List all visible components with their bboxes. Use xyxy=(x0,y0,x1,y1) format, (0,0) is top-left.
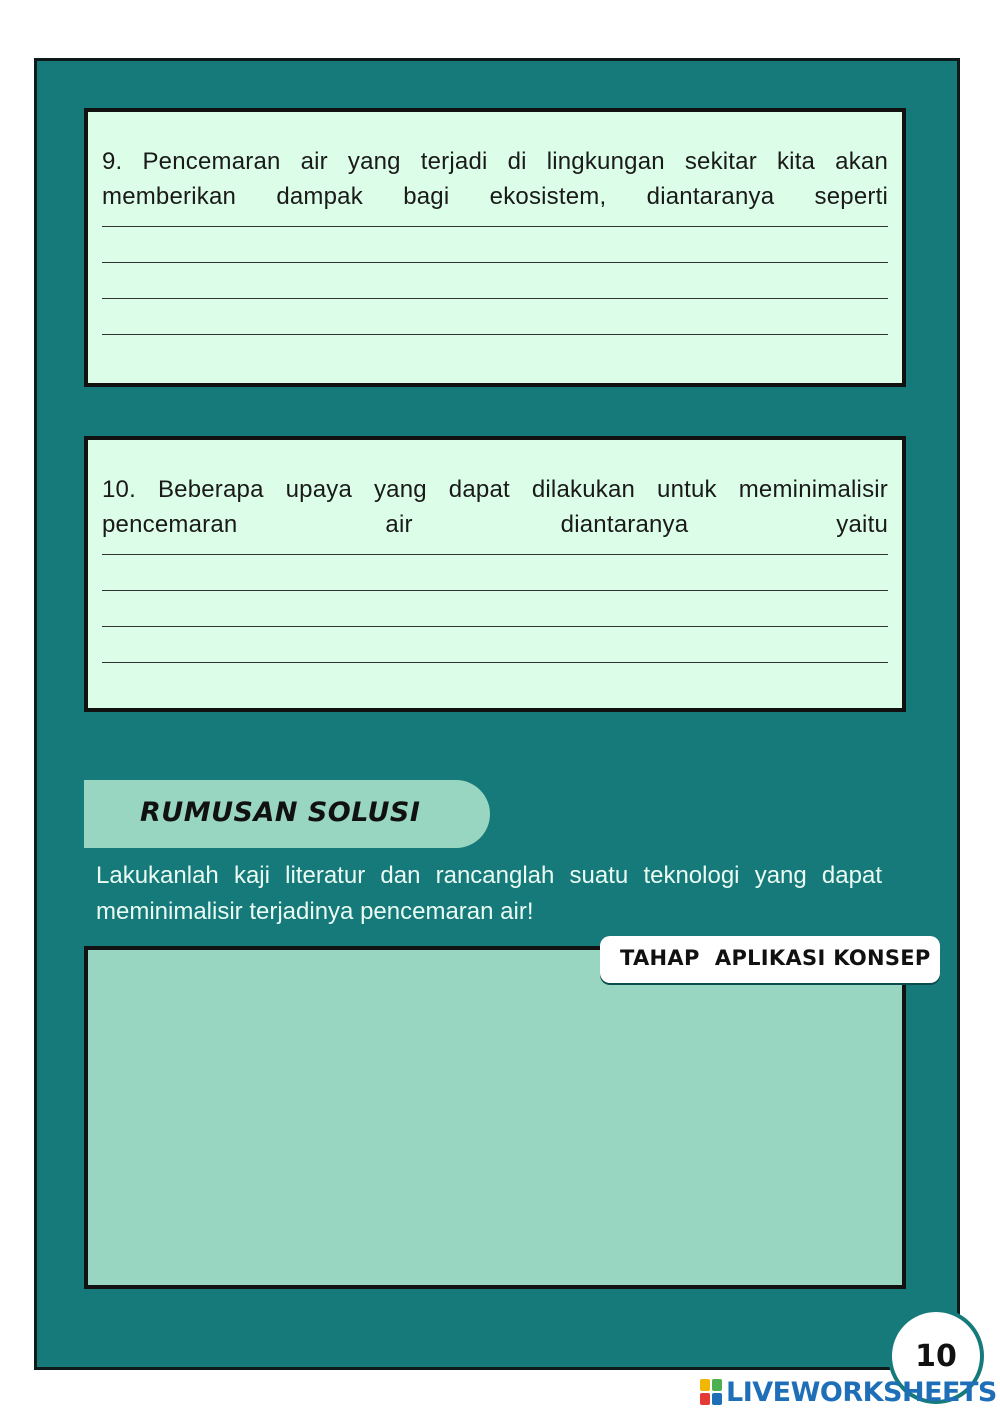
watermark-text: LIVEWORKSHEETS xyxy=(726,1376,997,1408)
section-title-banner xyxy=(84,780,490,848)
question-10-answer-lines[interactable] xyxy=(102,554,888,663)
answer-line[interactable] xyxy=(102,262,888,263)
question-9-box xyxy=(84,108,906,387)
answer-line[interactable] xyxy=(102,298,888,299)
question-10-text: 10. Beberapa upaya yang dapat dilakukan untuk meminimalisir pencemaran air diantaranya yaitu xyxy=(102,476,888,538)
page-number: 10 xyxy=(915,1338,957,1374)
answer-line[interactable] xyxy=(102,334,888,335)
section-instruction: Lakukanlah kaji literatur dan rancanglah suatu teknologi yang dapat meminimalisir terjadinya pencemaran air! xyxy=(96,862,882,925)
question-9-text: 9. Pencemaran air yang terjadi di lingkungan sekitar kita akan memberikan dampak bagi ekosistem, diantaranya seperti xyxy=(102,148,888,210)
answer-line[interactable] xyxy=(102,554,888,555)
answer-line[interactable] xyxy=(102,662,888,663)
question-9-answer-lines[interactable] xyxy=(102,226,888,335)
solution-answer-box[interactable] xyxy=(84,946,906,1289)
liveworksheets-logo-icon xyxy=(700,1379,722,1405)
liveworksheets-watermark xyxy=(700,1376,997,1408)
answer-line[interactable] xyxy=(102,626,888,627)
section-title: RUMUSAN SOLUSI xyxy=(140,797,421,828)
answer-line[interactable] xyxy=(102,590,888,591)
answer-line[interactable] xyxy=(102,226,888,227)
stage-badge: TAHAP APLIKASI KONSEP xyxy=(600,936,940,983)
question-10-box xyxy=(84,436,906,712)
